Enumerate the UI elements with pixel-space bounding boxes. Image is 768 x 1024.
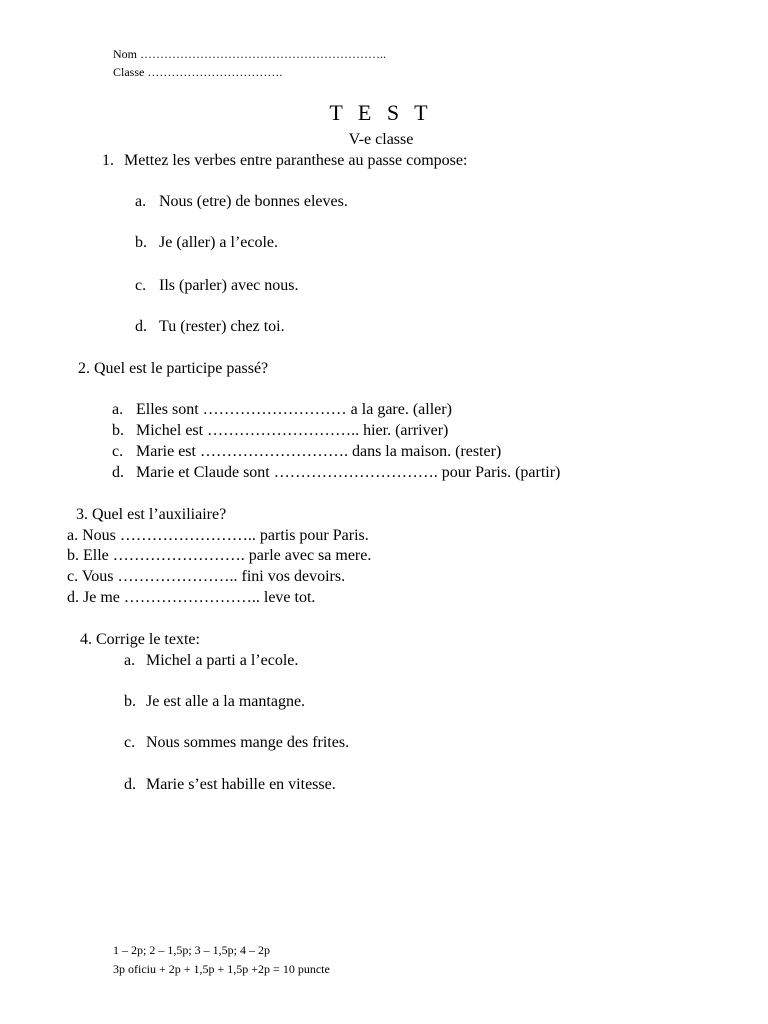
- exercise1-item-a: a. Nous (etre) de bonnes eleves.: [135, 193, 348, 210]
- exercise3-item-b: b. Elle ……………………. parle avec sa mere.: [67, 547, 372, 564]
- exercise1-item-b: b. Je (aller) a l’ecole.: [135, 234, 279, 251]
- scoring-breakdown: 1 – 2p; 2 – 1,5p; 3 – 1,5p; 4 – 2p: [113, 943, 271, 957]
- exercise3-item-a: a. Nous …………………….. partis pour Paris.: [67, 527, 369, 544]
- exercise2-heading: 2. Quel est le participe passé?: [78, 360, 269, 377]
- page-title: T E S T: [329, 100, 433, 125]
- exercise4-item-c: c. Nous sommes mange des frites.: [124, 734, 350, 751]
- class-line: Classe …………………………….: [113, 65, 283, 79]
- exercise1-number: 1.: [102, 152, 114, 169]
- exercise2-item-c: c. Marie est ………………………. dans la maison. (rester): [112, 443, 502, 460]
- exercise3-heading: 3. Quel est l’auxiliaire?: [76, 506, 227, 523]
- name-line: Nom ……………………………………………………..: [113, 47, 386, 61]
- exercise1-text: Mettez les verbes entre paranthese au passe compose:: [124, 152, 468, 169]
- exercise1-instruction: [102, 152, 467, 170]
- exercise4-heading: 4. Corrige le texte:: [80, 631, 200, 648]
- exercise2-item-a: a. Elles sont ……………………… a la gare. (aller): [112, 401, 452, 418]
- scoring-total: 3p oficiu + 2p + 1,5p + 1,5p +2p = 10 puncte: [113, 962, 330, 976]
- exercise2-item-d: d. Marie et Claude sont …………………………. pour Paris. (partir): [112, 464, 561, 481]
- exercise3-item-c: c. Vous ………………….. fini vos devoirs.: [67, 568, 346, 585]
- exercise1-item-c: c. Ils (parler) avec nous.: [135, 277, 299, 294]
- exercise2-item-b: b. Michel est ……………………….. hier. (arriver): [112, 422, 449, 439]
- exercise3-item-d: d. Je me …………………….. leve tot.: [67, 589, 316, 606]
- exercise4-item-b: b. Je est alle a la mantagne.: [124, 693, 306, 710]
- exercise4-item-d: d. Marie s’est habille en vitesse.: [124, 776, 336, 793]
- exercise4-item-a: a. Michel a parti a l’ecole.: [124, 652, 299, 669]
- exercise1-item-d: d. Tu (rester) chez toi.: [135, 318, 285, 335]
- page-subtitle: V-e classe: [348, 131, 414, 148]
